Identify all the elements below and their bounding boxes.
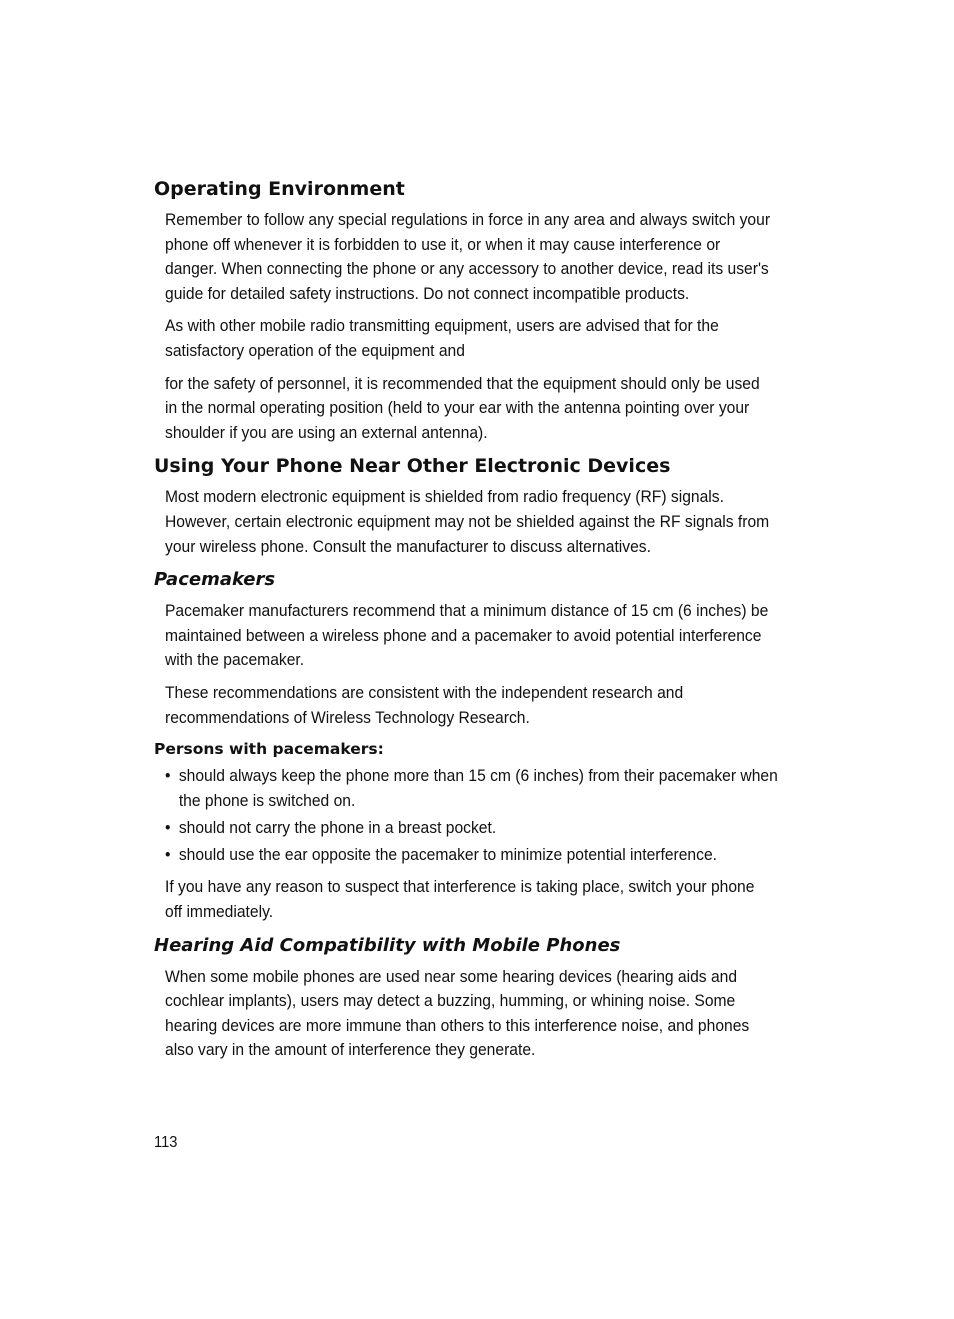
paragraph-operating-1: Remember to follow any special regulations in force in any area and always switch your phone off whenever it is forbidden to use it, or when it may cause interference or danger. When connecting the phone or any accessory to another device, read its user's guide for detailed safety instructions. Do not connect incompatible products. — [165, 210, 771, 303]
heading-electronic-devices: Using Your Phone Near Other Electronic Devices — [154, 455, 671, 478]
heading-hearing-aid: Hearing Aid Compatibility with Mobile Phones — [154, 934, 621, 956]
bullet-icon: • — [165, 817, 171, 837]
list-item — [154, 816, 786, 841]
list-item — [154, 843, 786, 868]
list-item — [154, 764, 786, 813]
paragraph-pacemakers-1: Pacemaker manufacturers recommend that a minimum distance of 15 cm (6 inches) be maintained between a wireless phone and a pacemaker to avoid potential interference with the pacemaker. — [165, 601, 769, 670]
paragraph-pacemakers-2: These recommendations are consistent with the independent research and recommendations of Wireless Technology Research. — [165, 682, 684, 727]
bullet-text: should not carry the phone in a breast pocket. — [178, 817, 497, 837]
paragraph-electronic-1: Most modern electronic equipment is shielded from radio frequency (RF) signals. However, certain electronic equipment may not be shielded against the RF signals from your wireless phone. Consult the manufacturer to discuss alternatives. — [165, 487, 770, 556]
page-content — [154, 176, 778, 1071]
bullet-icon: • — [165, 766, 171, 786]
heading-persons-with-pacemakers: Persons with pacemakers: — [154, 740, 384, 759]
paragraph-operating-3: for the safety of personnel, it is recommended that the equipment should only be used in the normal operating position (held to your ear with the antenna pointing over your shoulder if you are using an external antenna). — [165, 373, 760, 442]
heading-operating-environment: Operating Environment — [154, 178, 405, 200]
page-number: 113 — [154, 1134, 178, 1151]
pacemaker-bullet-list — [154, 764, 778, 867]
bullet-text: should use the ear opposite the pacemaker to minimize potential interference. — [178, 844, 717, 864]
paragraph-operating-2: As with other mobile radio transmitting equipment, users are advised that for the satisfactory operation of the equipment and — [165, 316, 719, 360]
bullet-icon: • — [165, 844, 171, 864]
heading-pacemakers: Pacemakers — [154, 569, 276, 591]
bullet-text: should always keep the phone more than 15 cm (6 inches) from their pacemaker when the phone is switched on. — [178, 766, 778, 810]
paragraph-pacemakers-closing: If you have any reason to suspect that interference is taking place, switch your phone off immediately. — [165, 877, 755, 922]
paragraph-hearing-aid-1: When some mobile phones are used near some hearing devices (hearing aids and cochlear implants), users may detect a buzzing, humming, or whining noise. Some hearing devices are more immune than others to this interference noise, and phones also vary in the amount of interference they generate. — [165, 966, 750, 1060]
